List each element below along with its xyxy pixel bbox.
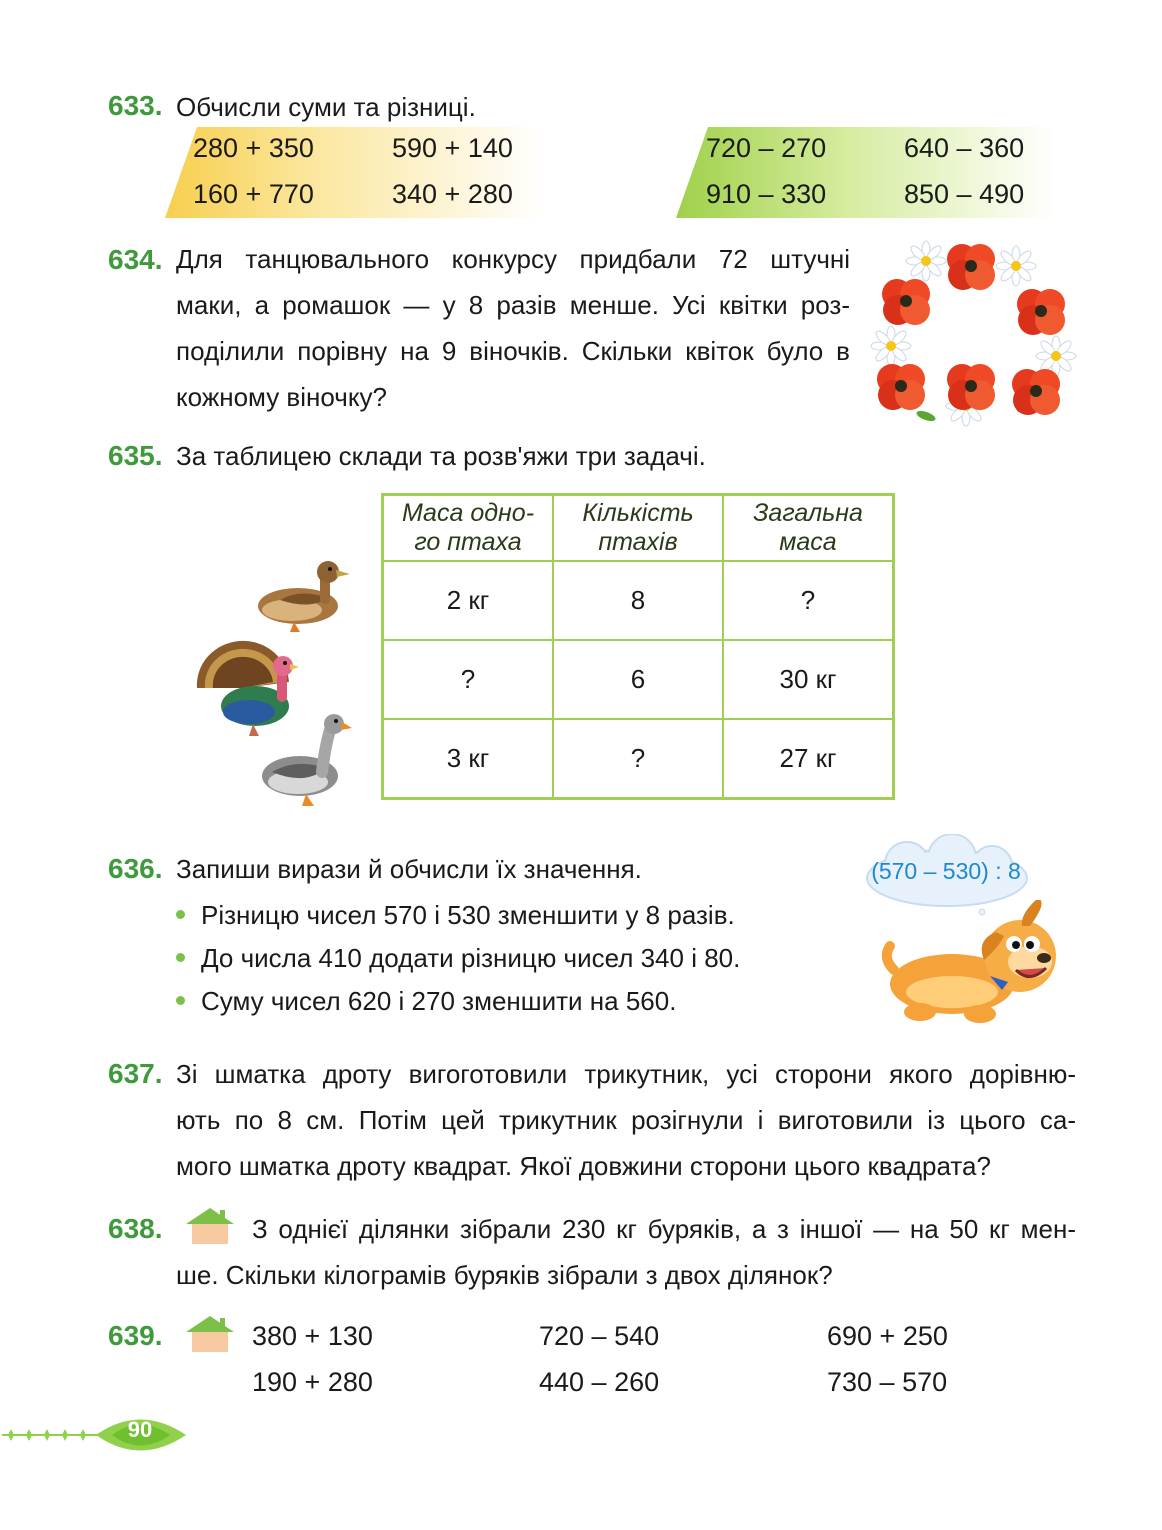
header-line: го птаха	[414, 528, 522, 556]
sum-expression: 340 + 280	[392, 179, 513, 209]
difference-expression: 640 – 360	[904, 133, 1025, 163]
table-cell: ?	[723, 561, 894, 640]
sum-expression: 160 + 770	[193, 179, 314, 209]
home-task-icon	[184, 1314, 236, 1352]
table-cell: 30 кг	[723, 640, 894, 719]
page-number: 90	[127, 1417, 153, 1442]
exercise-634-number: 634.	[108, 244, 163, 275]
exercise-638-text	[176, 1206, 1076, 1298]
expression: 690 + 250	[827, 1321, 948, 1351]
text-line: маки, а ромашок — у 8 разів менше. Усі квітки роз-	[176, 290, 850, 320]
expression: 730 – 570	[827, 1367, 948, 1397]
exercise-637-text	[176, 1051, 1076, 1189]
table-cell: 6	[553, 640, 723, 719]
exercise-635-number: 635.	[108, 440, 163, 471]
table-header	[553, 495, 723, 562]
table-row	[383, 561, 894, 640]
table-cell: 27 кг	[723, 719, 894, 799]
sum-expression: 590 + 140	[392, 133, 513, 163]
bullet-dot	[176, 910, 185, 919]
bullet-text: До числа 410 додати різницю чисел 340 і 80.	[201, 943, 741, 973]
goose-icon	[256, 710, 352, 810]
table-header-row	[383, 495, 894, 562]
bullet-item	[176, 943, 740, 974]
table-cell: ?	[383, 640, 554, 719]
flower-wreath-icon	[866, 236, 1078, 432]
exercise-634-text	[176, 236, 850, 420]
table-cell: ?	[553, 719, 723, 799]
text-line: Для танцювального конкурсу придбали 72 штучні	[176, 244, 850, 274]
expression: 440 – 260	[539, 1367, 660, 1397]
difference-expression: 850 – 490	[904, 179, 1025, 209]
text-line: Зі шматка дроту вигоготовили трикутник, усі сторони якого дорівню-	[176, 1059, 1076, 1089]
text-line: мого шматка дроту квадрат. Якої довжини сторони цього квадрата?	[176, 1151, 991, 1181]
exercise-638-number: 638.	[108, 1213, 163, 1244]
puppy-icon	[880, 900, 1074, 1028]
table-row	[383, 719, 894, 799]
difference-expression: 910 – 330	[706, 179, 827, 209]
header-line: Кількість	[582, 499, 694, 527]
cloud-expression: (570 – 530) : 8	[871, 858, 1021, 884]
text-line: ють по 8 см. Потім цей трикутник розігнули і виготовили із цього са-	[176, 1105, 1076, 1135]
bullet-text: Різницю чисел 570 і 530 зменшити у 8 разів.	[201, 900, 735, 930]
exercise-639-number: 639.	[108, 1320, 163, 1351]
expression: 720 – 540	[539, 1321, 660, 1351]
birds-mass-table	[381, 493, 895, 800]
exercise-637-number: 637.	[108, 1058, 163, 1089]
header-line: Маса одно-	[401, 499, 535, 527]
bullet-text: Суму чисел 620 і 270 зменшити на 560.	[201, 986, 677, 1016]
table-cell: 8	[553, 561, 723, 640]
header-line: Загальна	[753, 499, 863, 527]
exercise-636-number: 636.	[108, 853, 163, 884]
header-line: птахів	[598, 528, 678, 556]
sum-expression: 280 + 350	[193, 133, 314, 163]
exercise-633-text: Обчисли суми та різниці.	[176, 92, 476, 122]
bullet-item	[176, 900, 735, 931]
table-row	[383, 640, 894, 719]
exercise-633-number: 633.	[108, 90, 163, 121]
table-header	[723, 495, 894, 562]
table-cell: 3 кг	[383, 719, 554, 799]
text-line: поділили порівну на 9 віночків. Скільки квіток було в	[176, 336, 850, 366]
table-header	[383, 495, 554, 562]
bullet-dot	[176, 953, 185, 962]
exercise-636-text: Запиши вирази й обчисли їх значення.	[176, 854, 642, 884]
bullet-item	[176, 986, 676, 1017]
table-cell: 2 кг	[383, 561, 554, 640]
text-line: З однієї ділянки зібрали 230 кг буряків, а з іншої — на 50 кг мен-	[252, 1214, 1076, 1244]
text-line: ше. Скільки кілограмів буряків зібрали з двох ділянок?	[176, 1260, 833, 1290]
expression: 190 + 280	[252, 1367, 373, 1397]
header-line: маса	[779, 528, 837, 556]
difference-expression: 720 – 270	[706, 133, 827, 163]
duck-icon	[250, 552, 354, 636]
bullet-dot	[176, 996, 185, 1005]
text-line: кожному віночку?	[176, 382, 387, 412]
page-number-badge	[0, 1402, 200, 1472]
exercise-635-text: За таблицею склади та розв'яжи три задачі.	[176, 441, 706, 471]
expression: 380 + 130	[252, 1321, 373, 1351]
